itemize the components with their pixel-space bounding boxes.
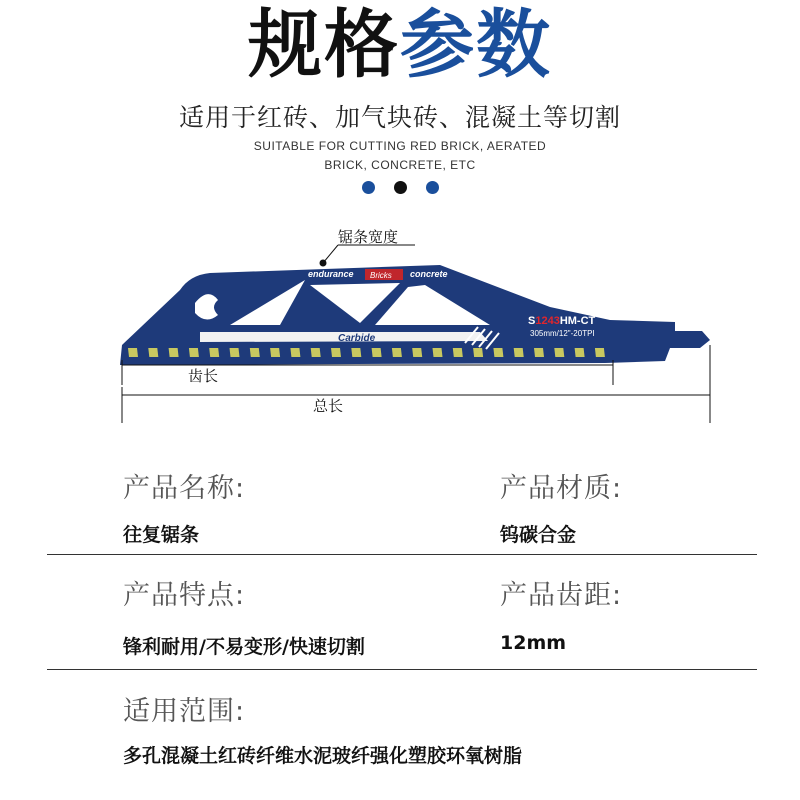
blade-tooth xyxy=(128,348,138,357)
page-title xyxy=(0,2,800,88)
dot-blue-right xyxy=(426,181,439,194)
width-pointer-line xyxy=(323,245,338,263)
title-part-1: 规格 xyxy=(248,2,400,88)
spec-feature-value: 锋利耐用/不易变形/快速切割 xyxy=(123,636,365,658)
label-tooth-length: 齿长 xyxy=(188,367,219,385)
dot-blue-left xyxy=(362,181,375,194)
spec-name-label: 产品名称: xyxy=(123,473,246,504)
blade-text-bricks: Bricks xyxy=(370,271,392,280)
blade-tooth xyxy=(209,348,219,357)
divider-2 xyxy=(47,669,757,670)
blade-text-carbide: Carbide xyxy=(338,333,376,344)
subtitle-english-line-1: SUITABLE FOR CUTTING RED BRICK, AERATED xyxy=(253,139,547,153)
blade-model-red: 1243 xyxy=(535,315,560,327)
blade-tooth xyxy=(595,348,605,357)
blade-tooth xyxy=(169,348,179,357)
subtitle-english-line-2: BRICK, CONCRETE, ETC xyxy=(324,158,476,172)
blade-model-suffix: HM-CT xyxy=(559,315,596,327)
blade-tooth xyxy=(372,348,382,357)
subtitle-chinese: 适用于红砖、加气块砖、混凝土等切割 xyxy=(178,103,621,132)
blade-tooth xyxy=(351,348,361,357)
blade-model xyxy=(528,315,596,327)
dot-black-center xyxy=(394,181,407,194)
blade-tooth xyxy=(148,348,158,357)
saw-blade-diagram xyxy=(110,215,730,435)
blade-tooth xyxy=(433,348,443,357)
blade-tooth xyxy=(514,348,524,357)
spec-pitch-label: 产品齿距: xyxy=(500,580,623,611)
blade-tooth xyxy=(250,348,260,357)
spec-name-value: 往复锯条 xyxy=(123,524,200,546)
blade-tooth xyxy=(473,348,483,357)
blade-text-concrete: concrete xyxy=(410,269,448,279)
spec-pitch-value: 12mm xyxy=(500,632,567,654)
blade-tooth xyxy=(493,348,503,357)
blade-size: 305mm/12"-20TPI xyxy=(530,329,595,338)
blade-tooth xyxy=(311,348,321,357)
blade-tooth xyxy=(290,348,300,357)
blade-tooth xyxy=(331,348,341,357)
blade-tooth xyxy=(392,348,402,357)
spec-scope-label: 适用范围: xyxy=(123,696,246,727)
blade-tooth xyxy=(453,348,463,357)
blade-tooth xyxy=(270,348,280,357)
spec-scope-value: 多孔混凝土红砖纤维水泥玻纤强化塑胶环氧树脂 xyxy=(123,745,523,767)
blade-tooth xyxy=(189,348,199,357)
blade-tooth xyxy=(230,348,240,357)
subtitle-english xyxy=(240,137,560,175)
divider-1 xyxy=(47,554,757,555)
label-total-length: 总长 xyxy=(313,397,344,415)
title-part-2: 参数 xyxy=(400,2,552,88)
blade-tooth xyxy=(575,348,585,357)
label-blade-width: 锯条宽度 xyxy=(338,228,399,246)
spec-material-label: 产品材质: xyxy=(500,473,623,504)
spec-material-value: 钨碳合金 xyxy=(500,524,577,546)
decorative-dots xyxy=(0,181,800,195)
spec-feature-label: 产品特点: xyxy=(123,580,246,611)
blade-tooth xyxy=(554,348,564,357)
blade-text-endurance: endurance xyxy=(308,269,354,279)
blade-tooth xyxy=(534,348,544,357)
blade-model-prefix: S xyxy=(528,315,536,327)
blade-tooth xyxy=(412,348,422,357)
